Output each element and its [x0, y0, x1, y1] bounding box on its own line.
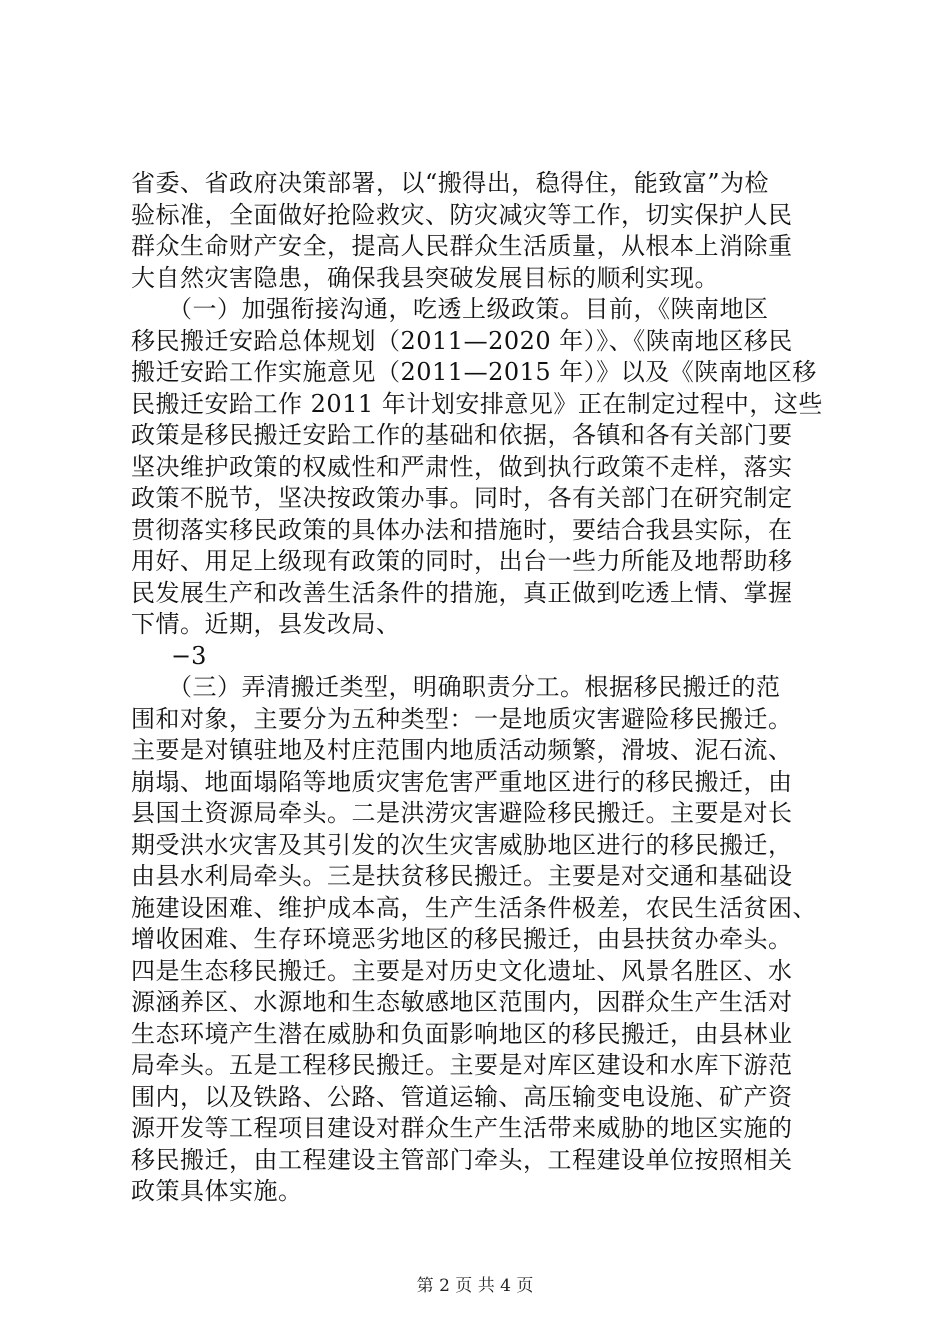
- text-line: 用好、用足上级现有政策的同时，出台一些力所能及地帮助移: [131, 547, 793, 575]
- text-line: （一）加强衔接沟通，吃透上级政策。目前，《陕南地区: [131, 295, 769, 323]
- text-line: 围和对象，主要分为五种类型：一是地质灾害避险移民搬迁。: [131, 704, 793, 733]
- text-line: 民搬迁安跲工作 2011 年计划安排意见》正在制定过程中，这些: [131, 389, 823, 418]
- text-line: 县国土资源局牵头。二是洪涝灾害避险移民搬迁。主要是对长: [131, 799, 793, 827]
- text-line: 群众生命财产安全，提高人民群众生活质量，从根本上消除重: [131, 232, 793, 260]
- text-line: 增收困难、生存环境恶劣地区的移民搬迁，由县扶贫办牵头。: [131, 925, 793, 953]
- text-line: 大自然灾害隐患，确保我县突破发展目标的顺利实现。: [131, 263, 719, 292]
- text-line: 由县水利局牵头。三是扶贫移民搬迁。主要是对交通和基础设: [131, 862, 793, 890]
- text-line: 期受洪水灾害及其引发的次生灾害威胁地区进行的移民搬迁，: [131, 830, 793, 859]
- text-line: 搬迁安跲工作实施意见（2011—2015 年）》以及《陕南地区移: [131, 358, 817, 386]
- text-line: 验标准，全面做好抢险救灾、防灾减灾等工作，切实保护人民: [131, 200, 793, 229]
- text-line: 贯彻落实移民政策的具体办法和措施时，要结合我县实际，在: [131, 515, 793, 544]
- text-line: 移民搬迁，由工程建设主管部门牵头，工程建设单位按照相关: [131, 1145, 793, 1174]
- text-line: 主要是对镇驻地及村庄范围内地质活动频繁，滑坡、泥石流、: [131, 736, 793, 764]
- text-line: 政策不脱节，坚决按政策办事。同时，各有关部门在研究制定: [131, 484, 793, 512]
- page-footer: 第 2 页 共 4 页: [416, 1276, 534, 1296]
- text-line: 施建设困难、维护成本高，生产生活条件极差，农民生活贫困、: [131, 893, 817, 922]
- text-line: 省委、省政府决策部署，以“搬得出，稳得住，能致富”为检: [131, 169, 770, 197]
- text-line: 下情。近期，县发改局、: [131, 610, 401, 638]
- text-line: 源开发等工程项目建设对群众生产生活带来威胁的地区实施的: [131, 1114, 793, 1142]
- text-line: 移民搬迁安跲总体规划（2011—2020 年）》、《陕南地区移民: [131, 326, 793, 355]
- text-line: 政策是移民搬迁安跲工作的基础和依据，各镇和各有关部门要: [131, 421, 793, 449]
- text-line: 生态环境产生潜在威胁和负面影响地区的移民搬迁，由县林业: [131, 1019, 793, 1048]
- text-line: 民发展生产和改善生活条件的措施，真正做到吃透上情、掌握: [131, 578, 793, 607]
- text-line: 四是生态移民搬迁。主要是对历史文化遗址、风景名胜区、水: [131, 956, 793, 985]
- text-line: 崩塌、地面塌陷等地质灾害危害严重地区进行的移民搬迁，由: [131, 767, 793, 796]
- text-line: 源涵养区、水源地和生态敏感地区范围内，因群众生产生活对: [131, 988, 793, 1016]
- text-line: 围内，以及铁路、公路、管道运输、高压输变电设施、矿产资: [131, 1082, 793, 1111]
- inline-page-marker: −3: [171, 641, 207, 670]
- text-line: 政策具体实施。: [131, 1177, 303, 1205]
- document-body: [131, 168, 831, 1208]
- text-line: 局牵头。五是工程移民搬迁。主要是对库区建设和水库下游范: [131, 1051, 793, 1079]
- text-line: （三）弄清搬迁类型，明确职责分工。根据移民搬迁的范: [131, 673, 781, 701]
- text-line: 坚决维护政策的权威性和严肃性，做到执行政策不走样，落实: [131, 452, 793, 481]
